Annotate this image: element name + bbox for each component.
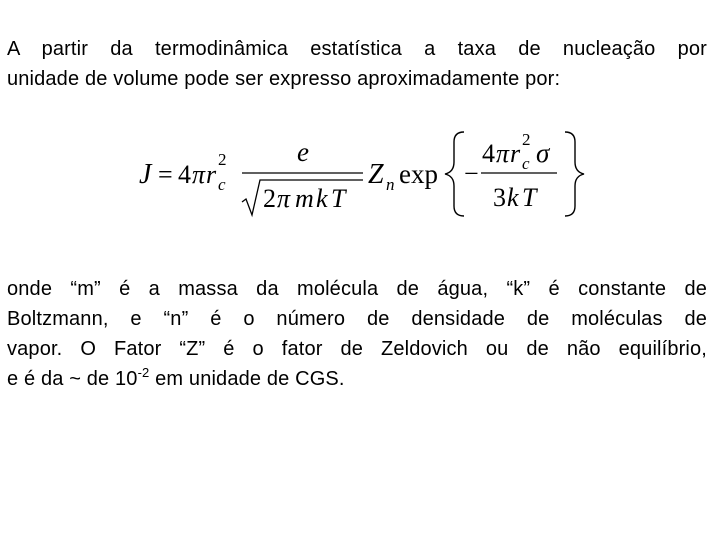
nucleation-rate-formula bbox=[125, 126, 595, 222]
explanation-paragraph bbox=[7, 274, 707, 394]
formula-J: J bbox=[139, 159, 152, 190]
formula-coefficient: 4 bbox=[178, 160, 191, 189]
formula-denominator-2: 2 bbox=[263, 184, 276, 213]
inner-denominator-3: 3 bbox=[493, 183, 506, 212]
intro-line-2: unidade de volume pode ser expresso aproximadamente por: bbox=[7, 68, 561, 90]
exponent: -2 bbox=[137, 365, 150, 380]
explanation-line-3: vapor. O Fator “Z” é o fator de Zeldovich ou de não equilíbrio, bbox=[7, 338, 707, 360]
formula-denominator-m: m bbox=[295, 184, 314, 213]
explanation-line-4-start: e é da ~ de 10 bbox=[7, 368, 138, 390]
intro-paragraph bbox=[7, 34, 707, 94]
formula-Z-subscript: n bbox=[386, 175, 395, 194]
inner-r-superscript: 2 bbox=[522, 130, 531, 149]
formula-r-subscript: c bbox=[218, 175, 226, 194]
inner-numerator-sigma: σ bbox=[536, 138, 550, 168]
explanation-line-1: onde “m” é a massa da molécula de água, “k” é constante de bbox=[7, 278, 707, 300]
explanation-line-2: Boltzmann, e “n” é o número de densidade de moléculas de bbox=[7, 308, 707, 330]
formula-denominator-k: k bbox=[316, 184, 328, 213]
formula-Z: Z bbox=[368, 159, 384, 190]
formula-numerator: e bbox=[297, 137, 309, 167]
formula-denominator-T: T bbox=[331, 184, 346, 213]
formula-r-superscript: 2 bbox=[218, 150, 227, 169]
formula-equals: = bbox=[158, 160, 173, 189]
formula-denominator-pi: π bbox=[277, 184, 291, 213]
explanation-line-4 bbox=[7, 364, 707, 394]
inner-numerator-pi: π bbox=[496, 139, 510, 168]
explanation-line-4-end: em unidade de CGS. bbox=[149, 368, 345, 390]
inner-numerator-4: 4 bbox=[482, 139, 495, 168]
formula-minus: − bbox=[464, 159, 479, 188]
left-brace bbox=[445, 132, 464, 216]
inner-denominator-T: T bbox=[522, 183, 537, 212]
formula-exp: exp bbox=[399, 159, 438, 189]
inner-denominator-k: k bbox=[507, 183, 519, 212]
formula-r: r bbox=[206, 160, 217, 189]
inner-r-subscript: c bbox=[522, 154, 530, 173]
right-brace bbox=[565, 132, 584, 216]
inner-numerator-r: r bbox=[510, 139, 521, 168]
formula-pi: π bbox=[192, 160, 206, 189]
intro-line-1: A partir da termodinâmica estatística a taxa de nucleação por bbox=[7, 38, 707, 60]
